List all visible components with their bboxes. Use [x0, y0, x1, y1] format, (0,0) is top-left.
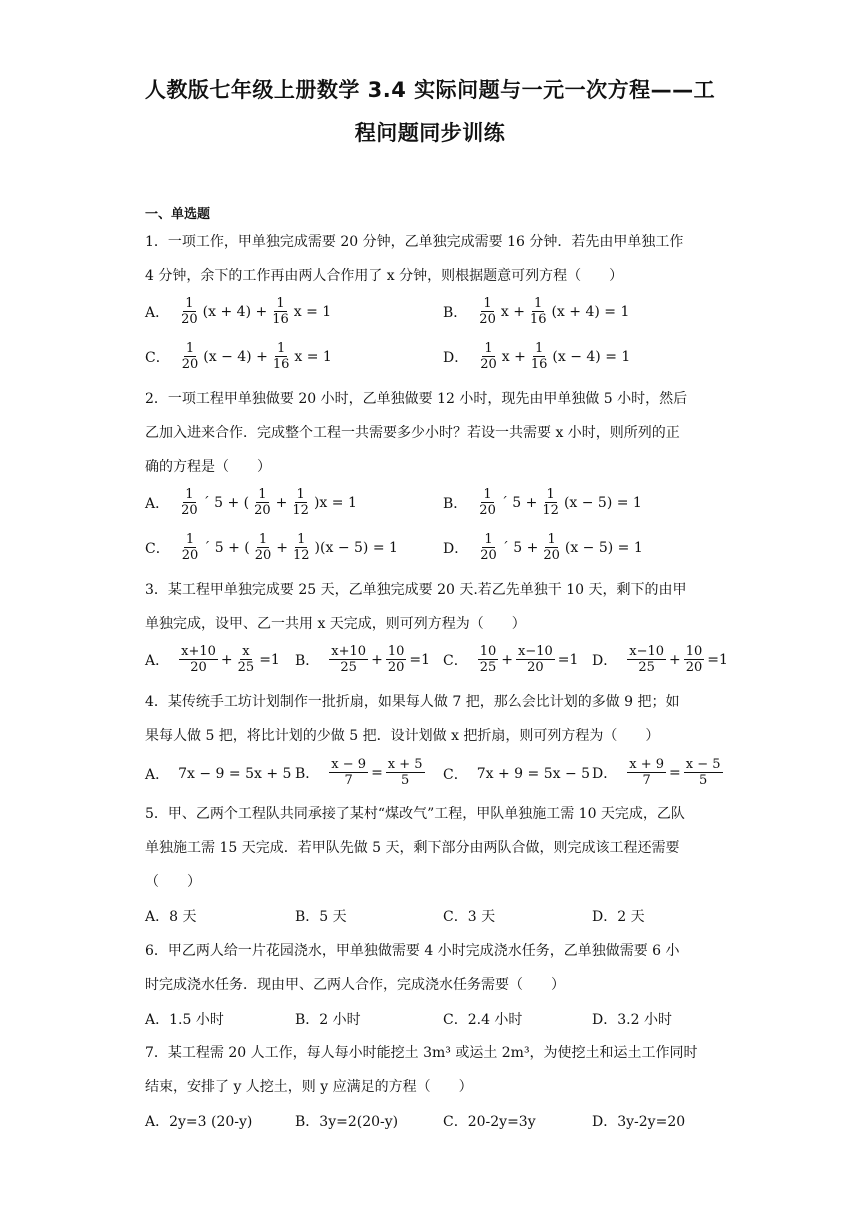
fraction: $\frac{1}{20}$	[254, 532, 272, 563]
option-d: D． $\frac{1}{20}$ x + $\frac{1}{16}$ (x − 4) = 1	[443, 341, 631, 372]
option-b: B． $\frac{1}{20}$ ´ 5 + $\frac{1}{12}$ (x − 5) = 1	[443, 487, 642, 518]
fraction: $\frac{x+10}{25}$	[331, 644, 367, 675]
question-text: 单独施工需 15 天完成．若甲队先做 5 天，剩下部分由两队合做，则完成该工程还需要	[145, 840, 680, 856]
fraction: $\frac{1}{20}$	[479, 296, 496, 327]
option-a: A． $\frac{1}{20}$ ´ 5 + ( $\frac{1}{20}$ + $\frac{1}{12}$ )x = 1	[145, 487, 357, 518]
option-c: C． $\frac{1}{20}$ (x − 4) + $\frac{1}{16}$ x = 1	[145, 341, 332, 372]
option-a: A．1.5 小时	[145, 1012, 224, 1028]
question-text: 4 分钟，余下的工作再由两人合作用了 x 分钟，则根据题意可列方程（ ）	[145, 268, 624, 284]
option-d: D．3y-2y=20	[592, 1114, 686, 1130]
fraction: $\frac{10}{20}$	[685, 644, 703, 675]
option-a: A． $\frac{x+10}{20}$ + $\frac{x}{25}$ =1	[145, 644, 280, 675]
fraction: $\frac{x-10}{25}$	[629, 644, 665, 675]
option-b: B． $\frac{x - 9}{7}$ = $\frac{x + 5}{5}$	[295, 757, 423, 788]
section-heading: 一、单选题	[145, 207, 211, 222]
fraction: $\frac{1}{16}$	[272, 341, 290, 372]
option-a: A．8 天	[145, 909, 197, 925]
question-2	[145, 382, 715, 484]
fraction: $\frac{1}{16}$	[529, 296, 547, 327]
fraction: $\frac{1}{20}$	[181, 487, 198, 518]
question-text: 3．某工程甲单独完成要 25 天，乙单独完成要 20 天.若乙先单独干 10 天，剩下的由甲	[145, 582, 687, 598]
option-c: C．20-2y=3y	[443, 1114, 536, 1130]
fraction: $\frac{1}{20}$	[480, 532, 497, 563]
fraction: $\frac{1}{20}$	[543, 532, 560, 563]
option-c: C．2.4 小时	[443, 1012, 523, 1028]
question-3	[145, 573, 715, 641]
fraction: $\frac{1}{16}$	[530, 341, 548, 372]
option-a: A．2y=3 (20-y)	[145, 1114, 253, 1130]
option-a: A． 7x − 9 = 5x + 5	[145, 766, 292, 783]
option-c: C． 7x + 9 = 5x − 5	[443, 766, 591, 783]
fraction: $\frac{1}{20}$	[480, 341, 497, 372]
fraction: $\frac{x-10}{20}$	[518, 644, 553, 675]
question-text: 5．甲、乙两个工程队共同承接了某村“煤改气”工程，甲队单独施工需 10 天完成，乙队	[145, 806, 685, 822]
fraction: $\frac{1}{20}$	[181, 296, 198, 327]
question-text: 单独完成，设甲、乙一共用 x 天完成，则可列方程为（ ）	[145, 616, 526, 632]
fraction: $\frac{1}{20}$	[254, 487, 271, 518]
question-text: 6．甲乙两人给一片花园浇水，甲单独做需要 4 小时完成浇水任务，乙单独做需要 6 小	[145, 943, 680, 959]
fraction: $\frac{10}{20}$	[387, 644, 405, 675]
option-d: D．2 天	[592, 909, 645, 925]
option-a: A． $\frac{1}{20}$ (x + 4) + $\frac{1}{16}$ x = 1	[145, 296, 332, 327]
fraction: $\frac{1}{20}$	[479, 487, 496, 518]
option-b: B． $\frac{x+10}{25}$ + $\frac{10}{20}$ =1	[295, 644, 430, 675]
question-text: 结束，安排了 y 人挖土，则 y 应满足的方程（ ）	[145, 1079, 473, 1095]
option-c: C．3 天	[443, 909, 496, 925]
fraction: $\frac{x + 5}{5}$	[387, 757, 423, 788]
question-text: 1．一项工作，甲单独完成需要 20 分钟，乙单独完成需要 16 分钟．若先由甲单独工作	[145, 234, 684, 250]
question-text: 2．一项工程甲单独做要 20 小时，乙单独做要 12 小时，现先由甲单独做 5 小时，然后	[145, 391, 688, 407]
fraction: $\frac{1}{12}$	[542, 487, 559, 518]
option-d: D． $\frac{1}{20}$ ´ 5 + $\frac{1}{20}$ (x − 5) = 1	[443, 532, 643, 563]
question-7	[145, 1036, 715, 1104]
question-1	[145, 225, 715, 293]
fraction: $\frac{x - 5}{5}$	[685, 757, 721, 788]
question-5	[145, 797, 715, 899]
fraction: $\frac{1}{16}$	[272, 296, 289, 327]
question-text: 确的方程是（ ）	[145, 459, 271, 475]
page-title: 人教版七年级上册数学 3.4 实际问题与一元一次方程——工	[144, 78, 716, 102]
option-b: B．3y=2(20-y)	[295, 1114, 399, 1130]
question-text: 乙加入进来合作．完成整个工程一共需要多少小时？若设一共需要 x 小时，则所列的正	[145, 425, 680, 441]
question-6	[145, 934, 715, 1002]
fraction: $\frac{1}{20}$	[181, 341, 199, 372]
option-d: D．3.2 小时	[592, 1012, 672, 1028]
option-b: B．2 小时	[295, 1012, 361, 1028]
option-b: B． $\frac{1}{20}$ x + $\frac{1}{16}$ (x + 4) = 1	[443, 296, 630, 327]
fraction: $\frac{1}{12}$	[293, 532, 310, 563]
page-title-cont: 程问题同步训练	[354, 121, 506, 145]
fraction: $\frac{x+10}{20}$	[181, 644, 216, 675]
option-c: C． $\frac{1}{20}$ ´ 5 + ( $\frac{1}{20}$ + $\frac{1}{12}$ )(x − 5) = 1	[145, 532, 398, 563]
fraction: $\frac{1}{20}$	[181, 532, 199, 563]
question-text: 7．某工程需 20 人工作，每人每小时能挖土 3m³ 或运土 2m³，为使挖土和运土工作同时	[145, 1045, 698, 1061]
question-text: 果每人做 5 把，将比计划的少做 5 把．设计划做 x 把折扇，则可列方程为（ ）	[145, 728, 660, 744]
question-text: 4．某传统手工坊计划制作一批折扇，如果每人做 7 把，那么会比计划的多做 9 把；如	[145, 694, 680, 710]
option-c: C． $\frac{10}{25}$ + $\frac{x-10}{20}$ =1	[443, 644, 579, 675]
fraction: $\frac{x + 9}{7}$	[629, 757, 664, 788]
option-d: D． $\frac{x-10}{25}$ + $\frac{10}{20}$ =1	[592, 644, 728, 675]
fraction: $\frac{x}{25}$	[237, 644, 255, 675]
question-4	[145, 685, 715, 753]
fraction: $\frac{x - 9}{7}$	[331, 757, 367, 788]
fraction: $\frac{10}{25}$	[479, 644, 497, 675]
option-b: B．5 天	[295, 909, 347, 925]
fraction: $\frac{1}{12}$	[292, 487, 309, 518]
option-d: D． $\frac{x + 9}{7}$ = $\frac{x - 5}{5}$	[592, 757, 721, 788]
question-text: 时完成浇水任务．现由甲、乙两人合作，完成浇水任务需要（ ）	[145, 977, 565, 993]
question-text: （ ）	[145, 874, 201, 890]
